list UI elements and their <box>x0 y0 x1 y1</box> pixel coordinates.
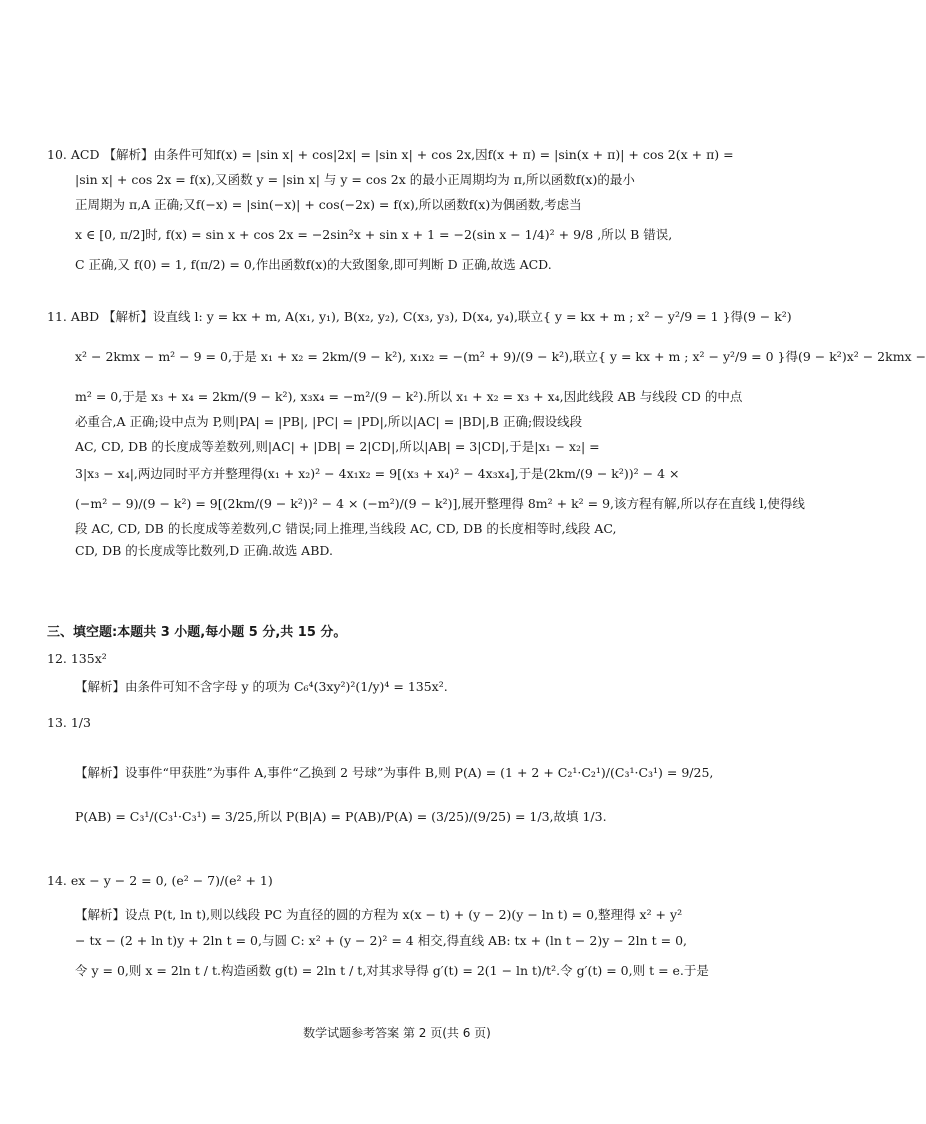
q13-line-2: P(AB) = C₃¹/(C₃¹·C₃¹) = 3/25,所以 P(B|A) = P(AB)/P(A) = (3/25)/(9/25) = 1/3,故填 1/3. <box>75 809 607 824</box>
q11-line-3: m² = 0,于是 x₃ + x₄ = 2km/(9 − k²), x₃x₄ = −m²/(9 − k²).所以 x₁ + x₂ = x₃ + x₄,因此线段 AB 与线段 CD 的中点 <box>75 389 743 404</box>
q11-line-1: 11. ABD 【解析】设直线 l: y = kx + m, A(x₁, y₁), B(x₂, y₂), C(x₃, y₃), D(x₄, y₄),联立{ y = kx + m ; x² − y²/9 = 1 }得(9 − k²) <box>47 309 792 324</box>
q10-line-2: |sin x| + cos 2x = f(x),又函数 y = |sin x| 与 y = cos 2x 的最小正周期均为 π,所以函数f(x)的最小 <box>75 172 635 187</box>
q11-line-6: 3|x₃ − x₄|,两边同时平方并整理得(x₁ + x₂)² − 4x₁x₂ = 9[(x₃ + x₄)² − 4x₃x₄],于是(2km/(9 − k²))² − 4 × <box>75 466 680 481</box>
q12-answer: 12. 135x² <box>47 651 107 666</box>
fill-in-heading: 三、填空题:本题共 3 小题,每小题 5 分,共 15 分。 <box>47 625 347 640</box>
question-10-solution <box>47 146 734 274</box>
q14-line-3: 令 y = 0,则 x = 2ln t / t.构造函数 g(t) = 2ln t / t,对其求导得 g′(t) = 2(1 − ln t)/t².令 g′(t) = 0,则 t = e.于是 <box>75 963 709 978</box>
q12-line-1: 【解析】由条件可知不含字母 y 的项为 C₆⁴(3xy²)²(1/y)⁴ = 135x². <box>75 679 448 694</box>
q14-line-1: 【解析】设点 P(t, ln t),则以线段 PC 为直径的圆的方程为 x(x − t) + (y − 2)(y − ln t) = 0,整理得 x² + y² <box>75 907 683 922</box>
question-12-solution <box>75 678 723 696</box>
section-3-heading <box>47 624 695 642</box>
question-14-answer <box>47 872 695 890</box>
page-footer: 数学试题参考答案 第 2 页(共 6 页) <box>303 1026 491 1040</box>
q14-answer: 14. ex − y − 2 = 0, (e² − 7)/(e² + 1) <box>47 873 273 888</box>
question-11-solution <box>47 308 926 560</box>
q14-line-2: − tx − (2 + ln t)y + 2ln t = 0,与圆 C: x² + (y − 2)² = 4 相交,得直线 AB: tx + (ln t − 2)y − 2ln t = 0, <box>75 933 688 948</box>
q10-line-5: C 正确,又 f(0) = 1, f(π/2) = 0,作出函数f(x)的大致图象,即可判断 D 正确,故选 ACD. <box>75 257 552 272</box>
q11-line-8: 段 AC, CD, DB 的长度成等差数列,C 错误;同上推理,当线段 AC, CD, DB 的长度相等时,线段 AC, <box>75 521 617 536</box>
q10-line-1: 10. ACD 【解析】由条件可知f(x) = |sin x| + cos|2x| = |sin x| + cos 2x,因f(x + π) = |sin(x + π)| + cos 2(x + π) = <box>47 147 734 162</box>
q10-line-3: 正周期为 π,A 正确;又f(−x) = |sin(−x)| + cos(−2x) = f(x),所以函数f(x)为偶函数,考虑当 <box>75 197 582 212</box>
question-14-solution <box>75 906 723 980</box>
question-12-answer <box>47 650 695 668</box>
q11-line-4: 必重合,A 正确;设中点为 P,则|PA| = |PB|, |PC| = |PD|,所以|AC| = |BD|,B 正确;假设线段 <box>75 414 583 429</box>
q11-line-5: AC, CD, DB 的长度成等差数列,则|AC| + |DB| = 2|CD|,所以|AB| = 3|CD|,于是|x₁ − x₂| = <box>75 439 600 454</box>
q11-line-9: CD, DB 的长度成等比数列,D 正确.故选 ABD. <box>75 543 333 558</box>
q13-line-1: 【解析】设事件“甲获胜”为事件 A,事件“乙换到 2 号球”为事件 B,则 P(A) = (1 + 2 + C₂¹·C₂¹)/(C₃¹·C₃¹) = 9/25, <box>75 765 714 780</box>
q10-line-4: x ∈ [0, π/2]时, f(x) = sin x + cos 2x = −2sin²x + sin x + 1 = −2(sin x − 1/4)² + 9/8 ,所以 B 错误, <box>75 227 673 242</box>
q11-line-2: x² − 2kmx − m² − 9 = 0,于是 x₁ + x₂ = 2km/(9 − k²), x₁x₂ = −(m² + 9)/(9 − k²),联立{ y = kx + m ; x² − y²/9 = 0 }得(9 − k²)x² − 2kmx − <box>75 349 926 364</box>
question-13-solution <box>75 764 723 826</box>
q11-line-7: (−m² − 9)/(9 − k²) = 9[(2km/(9 − k²))² − 4 × (−m²)/(9 − k²)],展开整理得 8m² + k² = 9,该方程有解,所以存在直线 l,使得线 <box>75 496 805 511</box>
question-13-answer <box>47 714 695 732</box>
q13-answer: 13. 1/3 <box>47 715 91 730</box>
